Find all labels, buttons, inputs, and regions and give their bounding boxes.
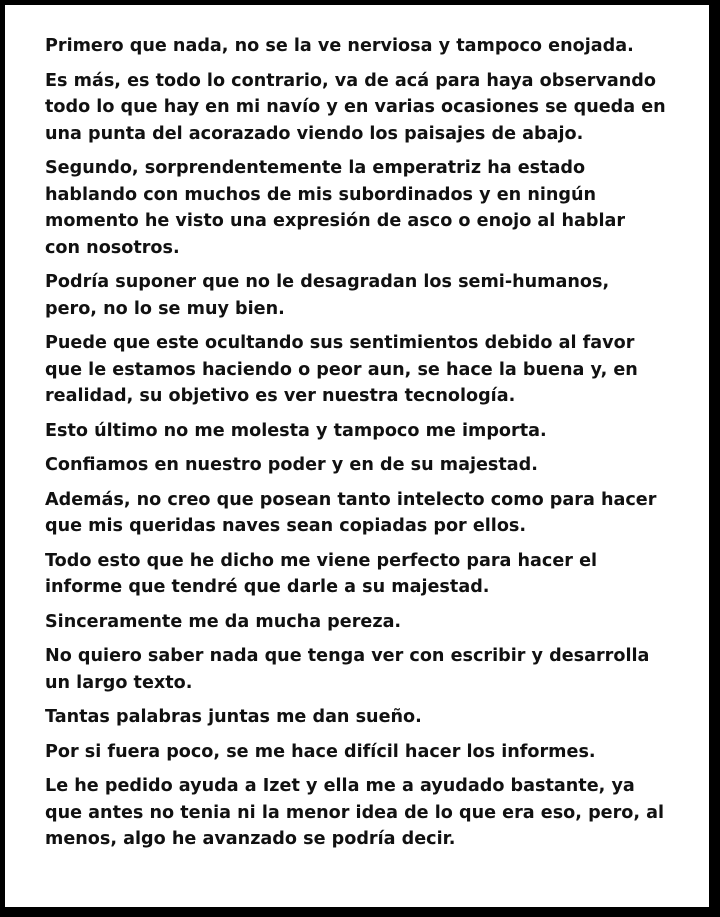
text-line: una punta del acorazado viendo los paisajes de abajo. [45, 123, 584, 144]
text-line: menos, algo he avanzado se podría decir. [45, 829, 456, 849]
paragraph [45, 269, 685, 322]
text-line: No quiero saber nada que tenga ver con escribir y desarrolla [45, 646, 650, 666]
text-line: Es más, es todo lo contrario, va de acá para haya observando [45, 70, 656, 91]
text-line: que mis queridas naves sean copiadas por ellos. [45, 516, 527, 536]
text-line: momento he visto una expresión de asco o enojo al hablar [45, 211, 626, 231]
text-line: Le he pedido ayuda a Izet y ella me a ayudado bastante, ya [45, 776, 635, 796]
text-line: con nosotros. [45, 237, 180, 258]
text-line: Segundo, sorprendentemente la emperatriz ha estado [45, 158, 586, 178]
paragraph [45, 452, 685, 479]
paragraph [45, 773, 685, 853]
paragraph [45, 548, 685, 601]
text-line: realidad, su objetivo es ver nuestra tecnología. [45, 386, 516, 406]
text-line: Podría suponer que no le desagradan los semi-humanos, [45, 272, 610, 292]
text-line: Tantas palabras juntas me dan sueño. [45, 707, 422, 727]
text-line: que antes no tenia ni la menor idea de lo que era eso, pero, al [45, 802, 665, 823]
text-line: Esto último no me molesta y tampoco me importa. [45, 420, 547, 441]
text-line: hablando con muchos de mis subordinados y en ningún [45, 184, 597, 205]
paragraph [45, 643, 685, 696]
paragraph [45, 609, 685, 636]
paragraph [45, 487, 685, 540]
text-line: todo lo que hay en mi navío y en varias ocasiones se queda en [45, 97, 666, 117]
text-line: Además, no creo que posean tanto intelecto como para hacer [45, 489, 657, 510]
paragraph [45, 739, 685, 766]
document-body [45, 33, 685, 861]
text-line: pero, no lo se muy bien. [45, 298, 285, 319]
text-line: Primero que nada, no se la ve nerviosa y tampoco enojada. [45, 36, 634, 56]
text-line: Por si fuera poco, se me hace difícil hacer los informes. [45, 741, 596, 762]
text-line: informe que tendré que darle a su majestad. [45, 577, 490, 597]
text-line: Puede que este ocultando sus sentimientos debido al favor [45, 333, 635, 353]
text-line: un largo texto. [45, 672, 193, 693]
paragraph [45, 68, 685, 148]
text-line: Todo esto que he dicho me viene perfecto para hacer el [45, 550, 598, 571]
text-line: que le estamos haciendo o peor aun, se hace la buena y, en [45, 359, 638, 380]
text-line: Confiamos en nuestro poder y en de su majestad. [45, 455, 538, 475]
paragraph [45, 418, 685, 445]
paragraph [45, 330, 685, 410]
text-line: Sinceramente me da mucha pereza. [45, 611, 402, 632]
document-page [5, 5, 709, 907]
paragraph [45, 704, 685, 731]
paragraph [45, 155, 685, 261]
paragraph [45, 33, 685, 60]
